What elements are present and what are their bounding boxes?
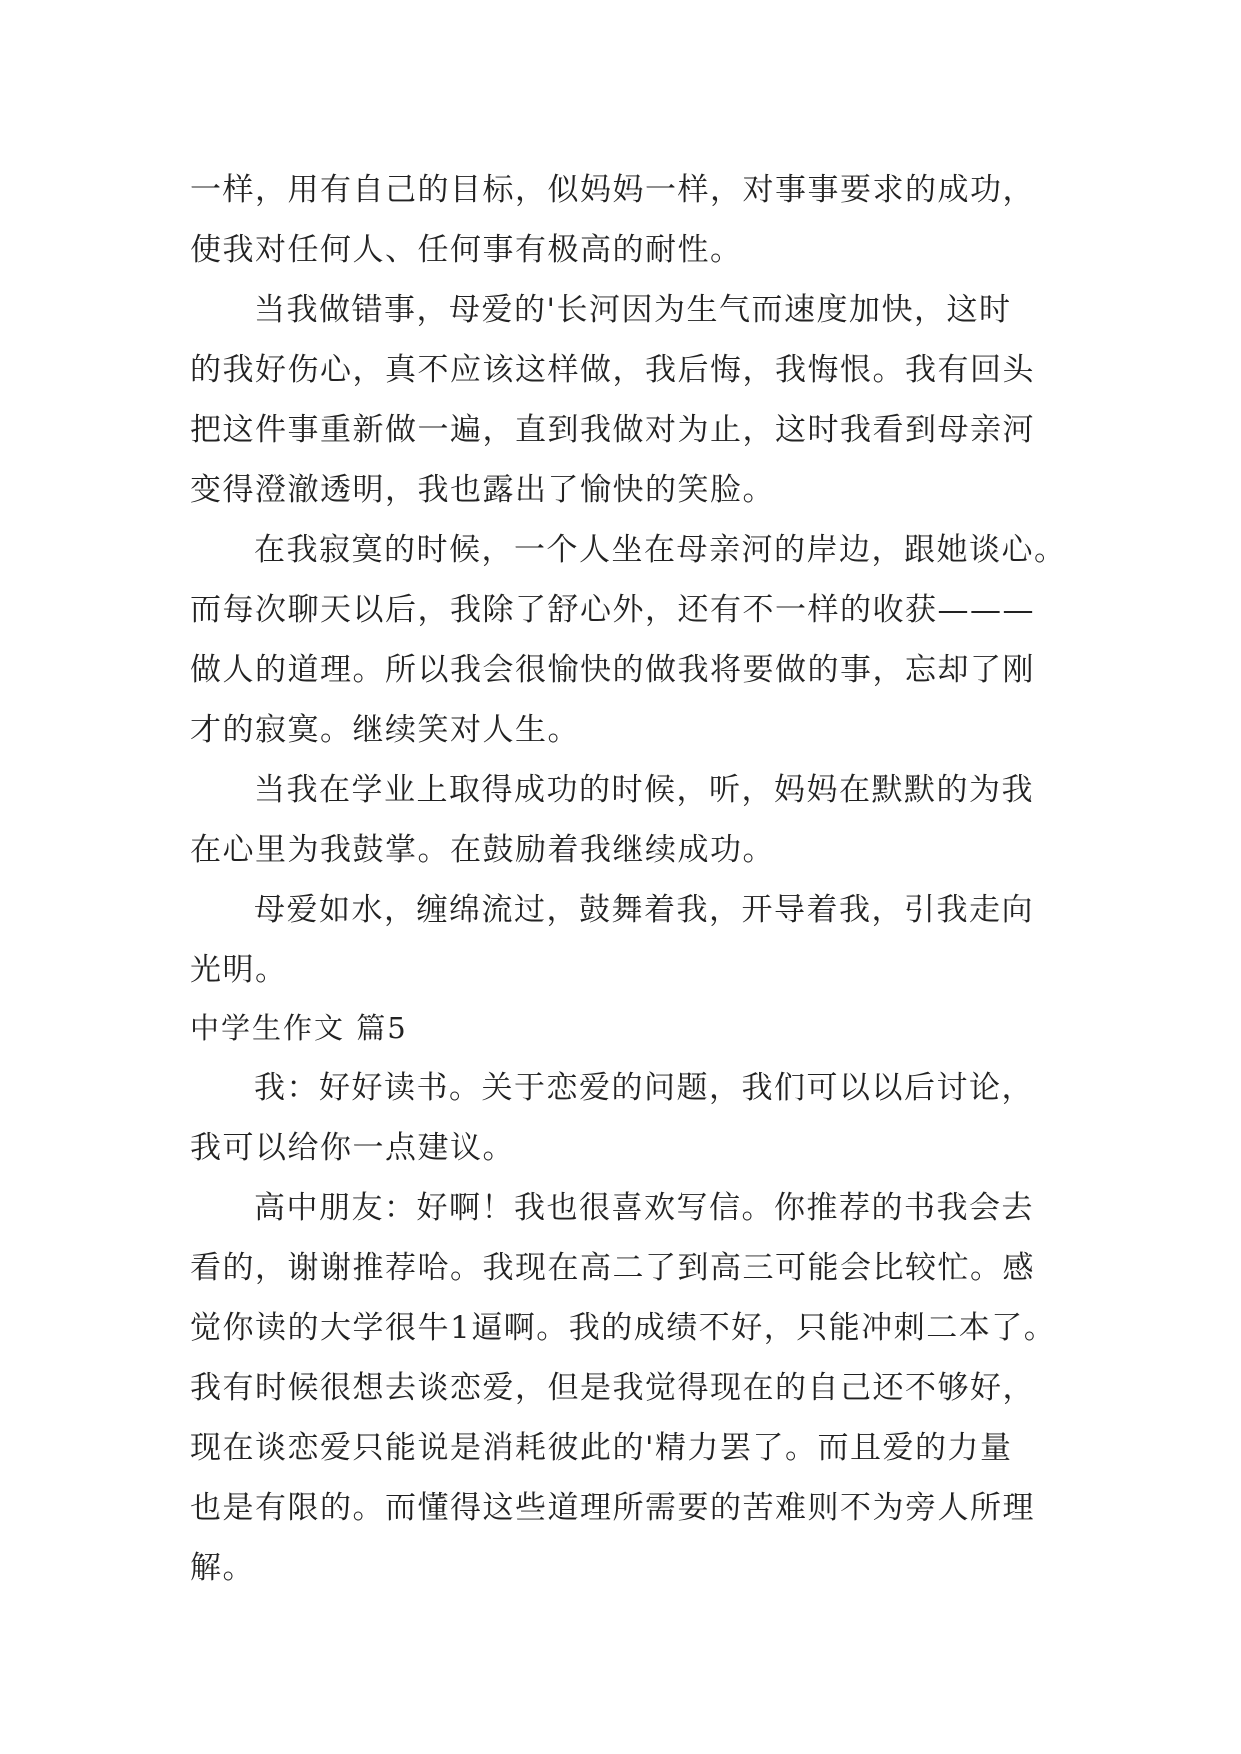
text-line: 觉你读的大学很牛1逼啊。我的成绩不好，只能冲刺二本了。 [190,1310,1057,1346]
text-line: 一样，用有自己的目标，似妈妈一样，对事事要求的成功， [190,172,1035,208]
text-line: 做人的道理。所以我会很愉快的做我将要做的事，忘却了刚 [190,652,1035,688]
section-heading: 中学生作文 篇5 [190,1011,408,1045]
text-line: 光明。 [190,952,288,988]
text-line: 的我好伤心，真不应该这样做，我后悔，我悔恨。我有回头 [190,352,1035,388]
text-line: 我有时候很想去谈恋爱，但是我觉得现在的自己还不够好， [190,1370,1035,1406]
text-line: 高中朋友：好啊！我也很喜欢写信。你推荐的书我会去 [254,1190,1034,1226]
text-line: 当我在学业上取得成功的时候，听，妈妈在默默的为我 [254,772,1034,808]
text-line: 看的，谢谢推荐哈。我现在高二了到高三可能会比较忙。感 [190,1250,1035,1286]
text-line: 现在谈恋爱只能说是消耗彼此的'精力罢了。而且爱的力量 [190,1430,1013,1466]
text-line: 而每次聊天以后，我除了舒心外，还有不一样的收获——— [190,592,1035,628]
text-line: 当我做错事，母爱的'长河因为生气而速度加快，这时 [254,292,1012,328]
text-line: 使我对任何人、任何事有极高的耐性。 [190,232,743,268]
text-line: 解。 [190,1550,255,1586]
text-line: 才的寂寞。继续笑对人生。 [190,712,580,748]
text-line: 把这件事重新做一遍，直到我做对为止，这时我看到母亲河 [190,412,1035,448]
text-line: 我可以给你一点建议。 [190,1130,515,1166]
text-line: 我：好好读书。关于恋爱的问题，我们可以以后讨论， [254,1070,1034,1106]
text-line: 母爱如水，缠绵流过，鼓舞着我，开导着我，引我走向 [254,892,1034,928]
text-line: 变得澄澈透明，我也露出了愉快的笑脸。 [190,472,775,508]
text-line: 在心里为我鼓掌。在鼓励着我继续成功。 [190,832,775,868]
text-line: 也是有限的。而懂得这些道理所需要的苦难则不为旁人所理 [190,1490,1035,1526]
text-line: 在我寂寞的时候，一个人坐在母亲河的岸边，跟她谈心。 [254,532,1067,568]
